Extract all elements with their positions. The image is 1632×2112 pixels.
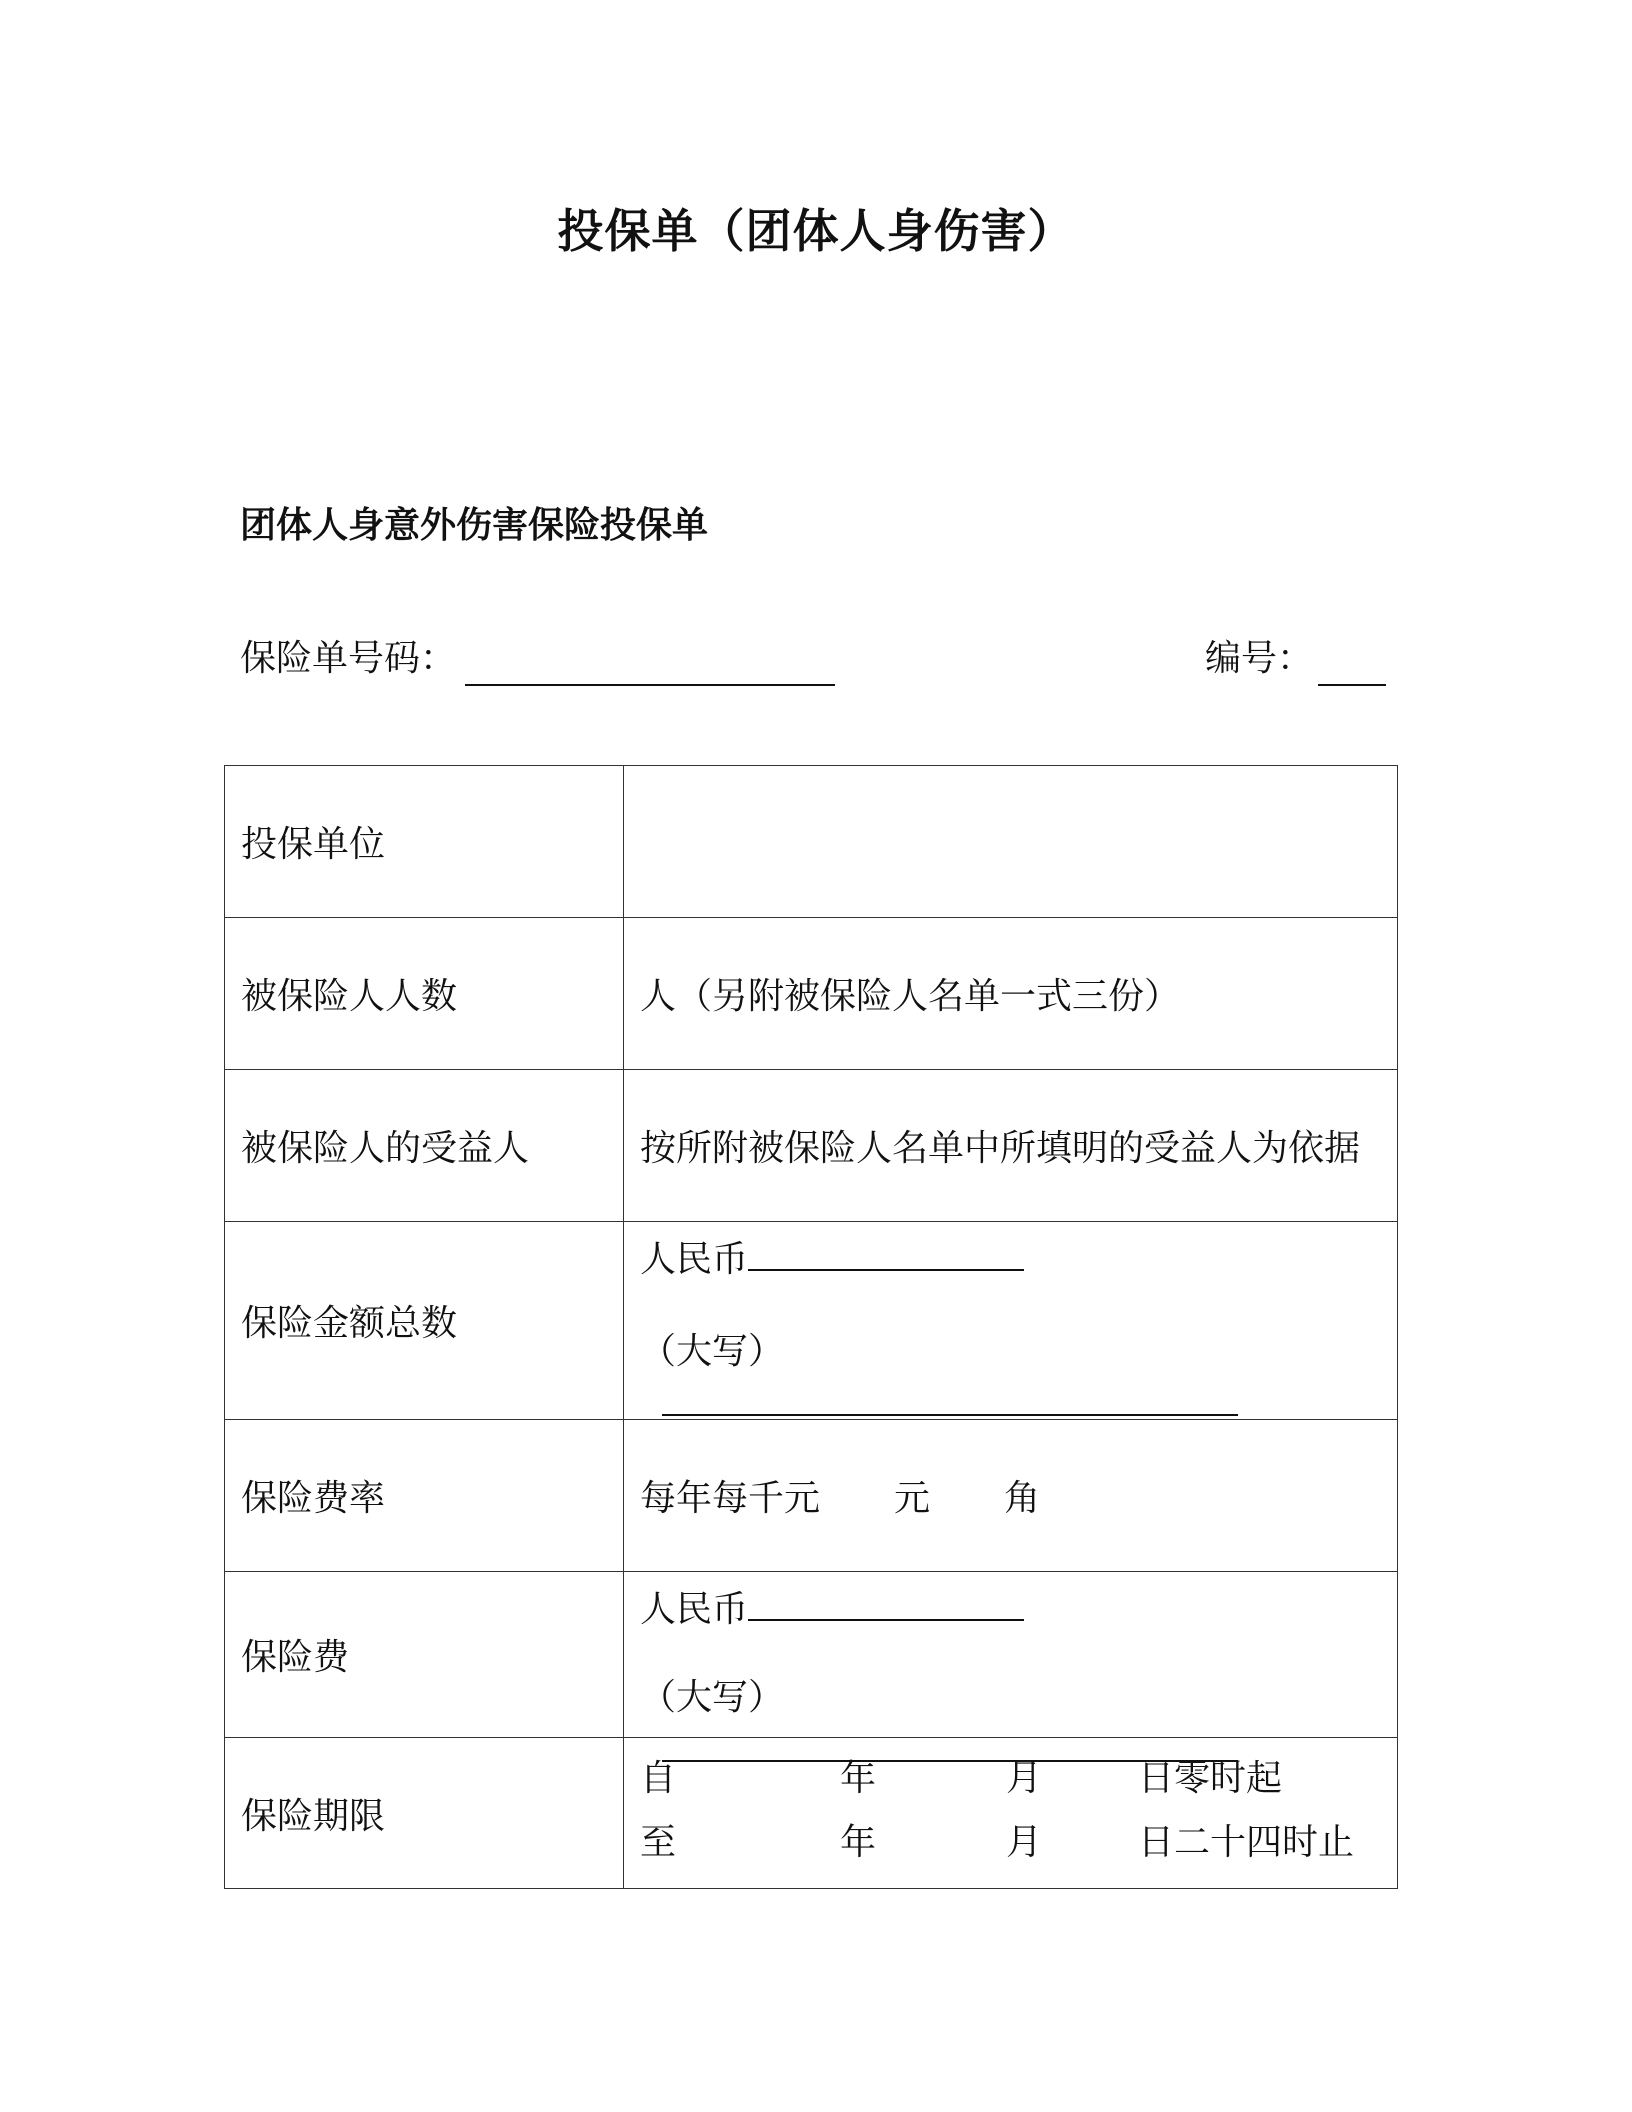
table-row (225, 918, 1398, 1070)
period-start-month: 月 (1006, 1758, 1043, 1799)
form-subtitle: 团体人身意外伤害保险投保单 (240, 505, 709, 546)
row-label-premium: 保险费 (225, 1572, 624, 1738)
rate-yuan-unit: 元 (894, 1478, 931, 1519)
sum-insured-amount-field[interactable] (748, 1229, 1024, 1271)
premium-amount-field[interactable] (748, 1579, 1024, 1621)
rate-jiao-unit: 角 (1004, 1478, 1041, 1519)
premium-rate-cell[interactable] (624, 1420, 1398, 1572)
row-label-premium-rate: 保险费率 (225, 1420, 624, 1572)
table-row (225, 766, 1398, 918)
uppercase-label: （大写） (640, 1676, 785, 1718)
table-row (225, 1572, 1398, 1738)
serial-number-label: 编号： (1205, 638, 1314, 679)
row-label-applicant: 投保单位 (225, 766, 624, 918)
row-label-insured-count: 被保险人人数 (225, 918, 624, 1070)
table-row (225, 1420, 1398, 1572)
currency-label: 人民币 (640, 1588, 749, 1630)
period-start-year: 年 (840, 1758, 877, 1799)
row-label-period: 保险期限 (225, 1738, 624, 1889)
document-title: 投保单（团体人身伤害） (557, 204, 1075, 258)
period-end-day: 日二十四时止 (1138, 1822, 1355, 1863)
premium-cell (624, 1572, 1398, 1738)
insured-count-field[interactable]: 人（另附被保险人名单一式三份） (624, 918, 1398, 1070)
rate-prefix: 每年每千元 (640, 1478, 821, 1519)
table-row (225, 1222, 1398, 1420)
table-row (225, 1070, 1398, 1222)
row-label-beneficiary: 被保险人的受益人 (225, 1070, 624, 1222)
table-row (225, 1738, 1398, 1889)
insurance-period-cell[interactable] (624, 1738, 1398, 1889)
uppercase-label: （大写） (640, 1330, 785, 1372)
period-end-year: 年 (840, 1822, 877, 1863)
application-form-table (224, 765, 1398, 1889)
beneficiary-text: 按所附被保险人名单中所填明的受益人为依据 (624, 1070, 1398, 1222)
period-start-day: 日零时起 (1138, 1758, 1283, 1799)
number-row (240, 630, 1387, 690)
sum-insured-cell (624, 1222, 1398, 1420)
period-end-month: 月 (1006, 1822, 1043, 1863)
serial-number-field[interactable] (1318, 684, 1386, 686)
period-to: 至 (640, 1822, 677, 1863)
policy-number-field[interactable] (465, 684, 835, 686)
sum-insured-uppercase-field[interactable] (662, 1374, 1238, 1416)
row-label-sum-insured: 保险金额总数 (225, 1222, 624, 1420)
currency-label: 人民币 (640, 1238, 749, 1280)
policy-number-label: 保险单号码： (240, 638, 457, 679)
applicant-unit-field[interactable] (624, 766, 1398, 918)
period-from: 自 (640, 1758, 677, 1799)
